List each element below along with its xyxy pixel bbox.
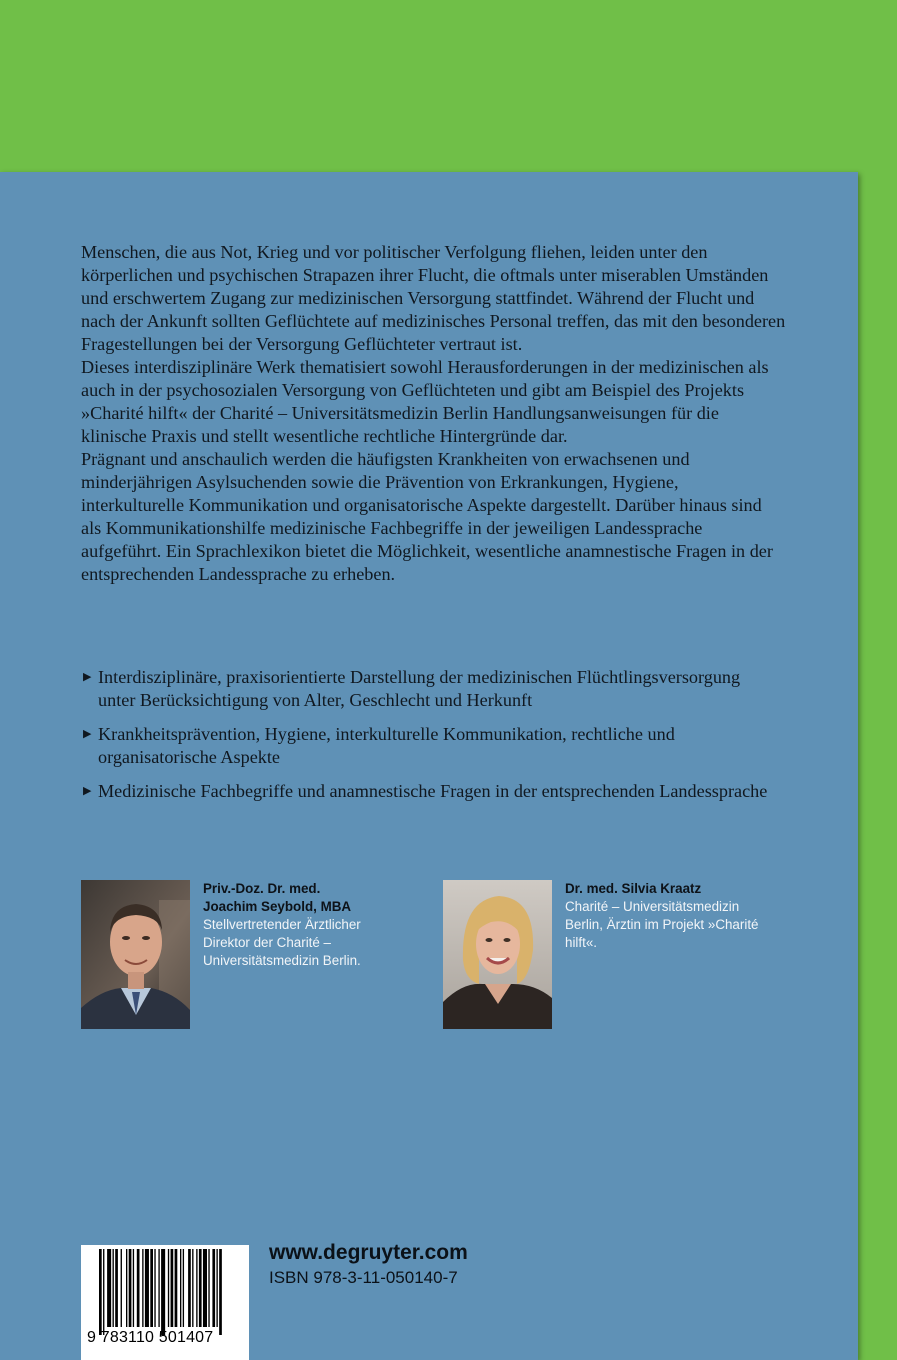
barcode-bar [137,1249,140,1327]
author-description: Charité – Universitätsmedizin Berlin, Ärztin im Projekt »Charité hilft«. [565,899,759,950]
author-bio-seybold [203,880,403,970]
blurb-paragraph-2: Dieses interdisziplinäre Werk thematisiert sowohl Herausforderungen in der medizinischen als auch in der psychosozialen Versorgung von Geflüchteten und gibt am Beispiel des Projekts »Charité hilft« der Charité – Universitätsmedizin Berlin Handlungsanweisungen für die klinische Praxis und stellt wesentliche rechtliche Hintergründe dar. [81,357,769,446]
barcode-bar [192,1249,193,1327]
author-photo-kraatz [443,880,552,1029]
blurb-paragraph-3: Prägnant und anschaulich werden die häufigsten Krankheiten von erwachsenen und minderjährigen Asylsuchenden sowie die Prävention von Erkrankungen, Hygiene, interkulturelle Kommunikation und organisatorische Aspekte dargestellt. Darüber hinaus sind als Kommunikationshilfe medizinische Fachbegriffe in der jeweiligen Landessprache aufgeführt. Ein Sprachlexikon bietet die Möglichkeit, wesentliche anamnestische Fragen in der entsprechenden Landessprache zu erheben. [81,449,773,584]
barcode-bar [161,1249,165,1335]
barcode-bar [188,1249,191,1327]
barcode-bar [168,1249,169,1327]
barcode-bar [126,1249,127,1327]
feature-text: Interdisziplinäre, praxisorientierte Darstellung der medizinischen Flüchtlingsversorgung unter Berücksichtigung von Alter, Geschlecht und Herkunft [98,667,741,710]
barcode-bar [158,1249,159,1327]
barcode-bar [208,1249,209,1327]
barcode-bar [99,1249,102,1335]
publisher-website: www.degruyter.com [269,1241,468,1264]
author-description: Stellvertretender Ärztlicher Direktor der Charité – Universitätsmedizin Berlin. [203,917,361,968]
barcode-bar [145,1249,149,1327]
barcode-bar [180,1249,181,1327]
barcode-bar [183,1249,184,1327]
barcode-bar [103,1249,104,1335]
barcode-bars [81,1245,249,1335]
barcode-number: 9 783110 501407 [87,1329,214,1346]
barcode-bar [150,1249,153,1327]
barcode-bar [129,1249,132,1327]
triangle-bullet-icon: ▶ [83,671,92,683]
author-name-line2: Joachim Seybold, MBA [203,899,352,914]
barcode-bar [154,1249,155,1327]
feature-text: Medizinische Fachbegriffe und anamnestische Fragen in der entsprechenden Landessprache [98,781,768,801]
barcode-bar [196,1249,197,1327]
author-name-line1: Dr. med. Silvia Kraatz [565,881,702,896]
barcode-bar [121,1249,122,1327]
blurb-paragraph-1: Menschen, die aus Not, Krieg und vor politischer Verfolgung fliehen, leiden unter den körperlichen und psychischen Strapazen ihrer Flucht, die oftmals unter miserablen Umständen und erschwertem Zugang zur medizinischen Versorgung stattfindet. Während der Flucht und nach der Ankunft sollten Geflüchtete auf medizinisches Personal treffen, das mit den besonderen Fragestellungen bei der Versorgung Geflüchteter vertraut ist. [81,242,786,354]
author-name-line1: Priv.-Doz. Dr. med. [203,881,321,896]
barcode-bar [175,1249,178,1327]
barcode-bar [115,1249,118,1327]
blurb [81,241,786,586]
feature-list [81,666,781,814]
feature-item [81,723,781,769]
barcode-bar [212,1249,215,1327]
barcode-bar [171,1249,174,1327]
feature-item [81,780,781,803]
feature-item [81,666,781,712]
barcode-bar [216,1249,217,1327]
barcode-bar [107,1249,111,1327]
barcode-bar [203,1249,207,1327]
barcode-bar [219,1249,222,1335]
barcode-bar [133,1249,134,1327]
isbn-text: ISBN 978-3-11-050140-7 [269,1268,458,1287]
barcode-bar [142,1249,143,1327]
author-bio-kraatz [565,880,775,952]
barcode-bar [199,1249,202,1327]
author-photo-seybold [81,880,190,1029]
triangle-bullet-icon: ▶ [83,728,92,740]
feature-text: Krankheitsprävention, Hygiene, interkulturelle Kommunikation, rechtliche und organisatorische Aspekte [98,724,675,767]
barcode-bar [113,1249,114,1327]
triangle-bullet-icon: ▶ [83,785,92,797]
isbn-barcode [81,1245,249,1360]
